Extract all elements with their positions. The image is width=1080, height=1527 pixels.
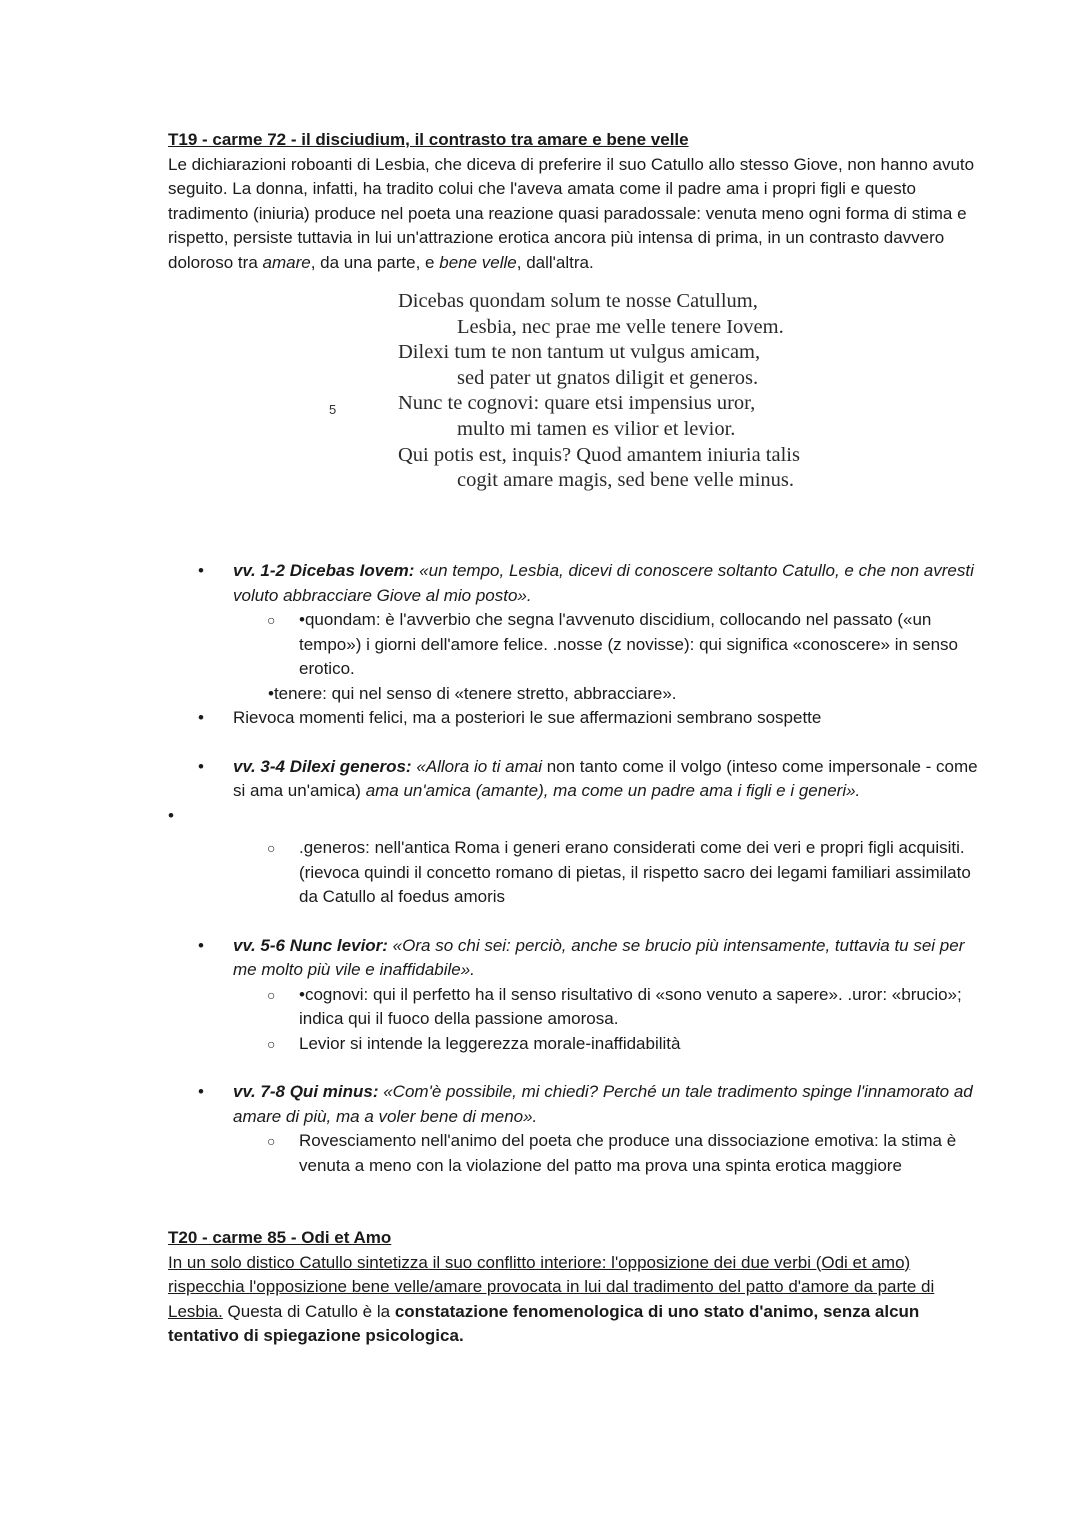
poem-line: Nunc te cognovi: quare etsi impensius uror,	[398, 392, 756, 415]
section-title-t19: T19 - carme 72 - il disciudium, il contrasto tra amare e bene velle	[168, 130, 689, 149]
note-heading: vv. 5-6 Nunc levior:	[233, 935, 388, 955]
bold-text: constatazione fenomenologica di uno stato d'animo, senza alcun tentativo di spiegazione psicologica.	[168, 1301, 920, 1345]
note-subitem	[168, 836, 988, 910]
paragraph-t20	[168, 1251, 988, 1349]
poem-line: multo mi tamen es vilior et levior.	[457, 418, 736, 440]
poem-line: Dicebas quondam solum te nosse Catullum,	[398, 290, 758, 312]
note-subtext: •cognovi: qui il perfetto ha il senso risultativo di «sono venuto a sapere». .uror: «brucio»; indica qui il fuoco della passione amorosa.	[299, 984, 962, 1028]
poem-block	[168, 289, 988, 525]
poem-line: Lesbia, nec prae me velle tenere Iovem.	[457, 315, 784, 338]
intro-bene-velle: bene velle	[439, 252, 517, 272]
note-text: «Com'è possibile, mi chiedi? Perché un tale tradimento spinge l'innamorato ad amare di più, ma a voler bene di meno».	[233, 1082, 973, 1126]
poem-line: Qui potis est, inquis? Quod amantem iniuria talis	[398, 443, 800, 466]
poem-line: cogit amare magis, sed bene velle minus.	[457, 469, 795, 492]
note-text: Rievoca momenti felici, ma a posteriori le sue affermazioni sembrano sospette	[233, 708, 822, 727]
document-page	[168, 128, 988, 1349]
circle-bullet-icon: ○	[267, 986, 276, 1003]
note-subitem	[168, 1032, 988, 1057]
section-title-t20: T20 - carme 85 - Odi et Amo	[168, 1228, 392, 1247]
notes-list	[168, 559, 988, 1178]
note-item-empty	[168, 804, 988, 829]
bullet-icon: •	[198, 561, 204, 580]
note-subtext: .generos: nell'antica Roma i generi erano considerati come dei veri e propri figli acquisiti. (rievoca quindi il concetto romano di pietas, il rispetto sacro dei legami familiari assimilato da Catullo al foedus amoris	[299, 838, 971, 906]
note-text: (inteso come impersonale - come si ama un'amica)	[233, 756, 978, 800]
note-text: ama un'amica (amante), ma come un padre ama i figli e i generi».	[365, 781, 861, 800]
intro-text-3: , dall'altra.	[516, 252, 594, 272]
note-item	[168, 755, 988, 804]
note-item	[168, 934, 988, 983]
bullet-icon: •	[198, 1082, 204, 1101]
circle-bullet-icon: ○	[267, 840, 276, 856]
note-text: «Allora io ti amai	[411, 756, 547, 776]
note-text: «Ora so chi sei: perciò, anche se brucio più intensamente, tuttavia tu sei per me molto più vile e inaffidabile».	[233, 935, 965, 979]
note-heading: vv. 3-4 Dilexi generos:	[233, 756, 412, 776]
plain-text: Questa di Catullo è la	[222, 1301, 395, 1321]
note-subitem	[168, 983, 988, 1032]
note-item	[168, 559, 988, 608]
note-text: non tanto come il volgo	[546, 756, 722, 776]
note-item	[168, 706, 988, 731]
note-heading: vv. 7-8 Qui minus:	[233, 1082, 379, 1101]
bullet-icon: •	[198, 756, 204, 776]
section-t19	[168, 128, 988, 275]
bullet-icon: •	[168, 805, 174, 825]
intro-paragraph-t19	[168, 153, 988, 276]
note-item	[168, 1080, 988, 1129]
note-subtext: Levior si intende la leggerezza morale-inaffidabilità	[299, 1033, 681, 1053]
note-subitem	[168, 608, 988, 682]
note-text: «un tempo, Lesbia, dicevi di conoscere soltanto Catullo, e che non avresti voluto abbracciare Giove al mio posto».	[233, 561, 974, 605]
note-subitem	[168, 1129, 988, 1178]
poem-line: Dilexi tum te non tantum ut vulgus amicam,	[398, 341, 761, 364]
note-subtext: •quondam: è l'avverbio che segna l'avvenuto discidium, collocando nel passato («un tempo») i giorni dell'amore felice. .nosse (z novisse): qui significa «conoscere» in senso erotico.	[299, 610, 959, 678]
section-t20	[168, 1226, 988, 1349]
poem-line-number: 5	[329, 402, 337, 417]
intro-text-1: Le dichiarazioni roboanti di Lesbia, che diceva di preferire il suo Catullo allo stesso Giove, non hanno avuto seguito. La donna, infatti, ha tradito colui che l'aveva amata come il padre ama i propri figli e questo tradimento (iniuria) produce nel poeta una reazione quasi paradossale: venuta meno ogni forma di stima e rispetto, persiste tuttavia in lui un'attrazione erotica ancora più intensa di prima, in un contrasto davvero doloroso tra	[168, 154, 975, 272]
bullet-icon: •	[198, 708, 204, 727]
circle-bullet-icon: ○	[267, 1035, 276, 1052]
poem-line: sed pater ut gnatos diligit et generos.	[457, 366, 759, 389]
circle-bullet-icon: ○	[267, 612, 276, 628]
intro-amare: amare	[262, 252, 311, 272]
underlined-text: In un solo distico Catullo sintetizza il suo conflitto interiore: l'opposizione dei due verbi (Odi et amo) rispecchia l'opposizione bene velle/amare provocata in lui dal tradimento del patto d'amore da parte di Lesbia.	[168, 1252, 935, 1321]
note-subtext: Rovesciamento nell'animo del poeta che produce una dissociazione emotiva: la stima è venuta a meno con la violazione del patto ma prova una spinta erotica maggiore	[299, 1131, 957, 1175]
circle-bullet-icon: ○	[267, 1133, 276, 1149]
note-heading: vv. 1-2 Dicebas Iovem:	[233, 561, 415, 580]
bullet-icon: •	[198, 935, 204, 955]
intro-text-2: , da una parte, e	[310, 252, 440, 272]
note-subtext-tenere: •tenere: qui nel senso di «tenere stretto, abbracciare».	[268, 683, 677, 703]
